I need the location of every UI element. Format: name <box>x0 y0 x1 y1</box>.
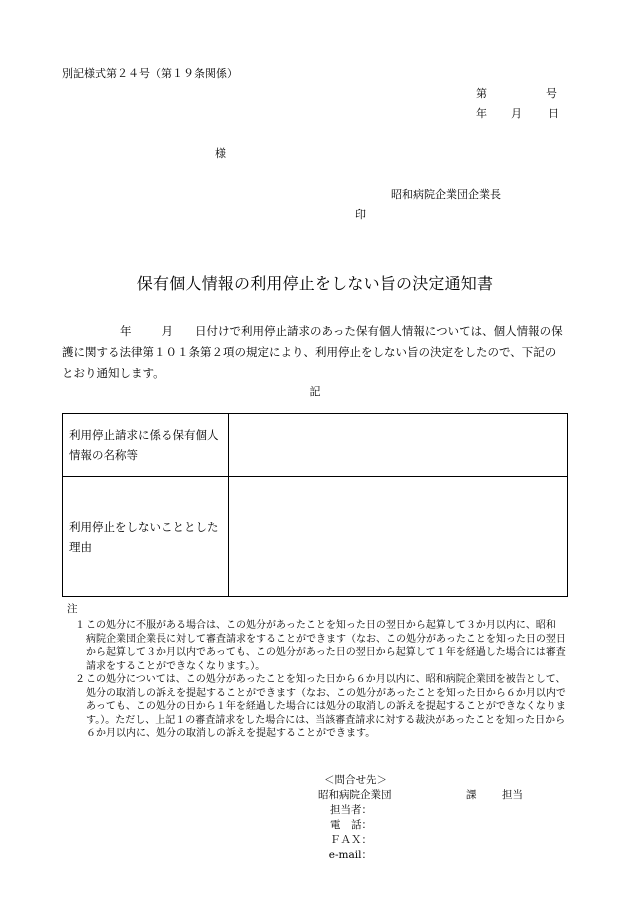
contact-tanto: 担当 <box>502 789 523 801</box>
note-number: ２ <box>75 674 85 685</box>
note-line: 処分の取消しの訴えを提起することができます（なお、この処分があったことを知った日から６か月以内で <box>86 687 566 699</box>
date-month: 月 <box>511 107 522 120</box>
table-row <box>63 414 568 477</box>
note-line: す。）。ただし、上記１の審査請求をした場合には、当該審査請求に対する裁決があったことを知った日から <box>86 714 566 726</box>
addressee: 様 <box>215 147 226 160</box>
body-month: 月 <box>161 324 173 338</box>
contact-email-row <box>318 848 558 863</box>
body-line-1 <box>62 321 572 342</box>
contact-org: 昭和病院企業団 <box>318 789 392 801</box>
row-value-reason <box>229 477 568 597</box>
form-label: 別記様式第２４号（第１９条関係） <box>62 67 238 80</box>
contact-email-label: e-mail： <box>328 849 372 861</box>
contact-dept: 課 <box>466 789 477 801</box>
row1-label-line1: 利用停止請求に係る保有個人 <box>69 428 219 442</box>
note-item-1 <box>67 619 577 673</box>
notes-heading: 注 <box>67 603 78 615</box>
note-line: この処分については、この処分があったことを知った日から６か月以内に、昭和病院企業団を被告として、 <box>86 674 566 685</box>
note-line: あっても、この処分の日から１年を経過した場合には処分の取消しの訴えを提起することができなくなりま <box>86 701 566 712</box>
row2-label-line2: 理由 <box>69 539 92 554</box>
body-line-2: 護に関する法律第１０１条第２項の規定により、利用停止をしない旨の決定をしたので、下記の <box>62 345 557 359</box>
row1-label-line2: 情報の名称等 <box>69 448 138 462</box>
seal-mark: 印 <box>355 208 366 221</box>
row-value-information-name <box>229 414 568 477</box>
note-line: から起算して３か月以内であっても、この処分があった日の翌日から起算して１年を経過した場合には審査 <box>86 647 566 658</box>
note-line: 請求をすることができなくなります。）。 <box>86 660 266 672</box>
doc-number-prefix: 第 <box>476 87 487 100</box>
detail-table <box>62 413 568 597</box>
date-day: 日 <box>548 107 559 120</box>
contact-block <box>318 773 558 863</box>
contact-person-label: 担当者： <box>330 804 372 816</box>
contact-fax-label: ＦＡＸ： <box>330 834 372 846</box>
doc-number-suffix: 号 <box>546 87 557 100</box>
contact-phone-label: 電 話： <box>330 819 372 831</box>
notes-list <box>67 619 577 741</box>
ki-heading: 記 <box>309 385 321 398</box>
note-line: ６か月以内に、処分の取消しの訴えを提起することができます。 <box>86 728 376 739</box>
note-item-2 <box>67 673 577 741</box>
contact-heading: ＜問合せ先＞ <box>324 774 387 786</box>
document-title: 保有個人情報の利用停止をしない旨の決定通知書 <box>136 274 494 293</box>
note-line: 病院企業団企業長に対して審査請求をすることができます（なお、この処分があったことを知った日の翌日 <box>86 633 566 645</box>
note-number: １ <box>75 620 85 631</box>
issuer-name: 昭和病院企業団企業長 <box>391 188 501 201</box>
row2-label-line1: 利用停止をしないこととした <box>69 519 219 534</box>
body-line-3: とおり通知します。 <box>62 366 165 380</box>
table-row <box>63 477 568 597</box>
body-year: 年 <box>120 324 132 338</box>
contact-fax-row <box>318 833 558 848</box>
date-year: 年 <box>476 107 487 120</box>
contact-person-row <box>318 803 558 818</box>
row-label-reason <box>63 477 229 597</box>
notice-body <box>62 321 572 384</box>
contact-org-row <box>318 788 558 803</box>
body-line-1-text: 日付けで利用停止請求のあった保有個人情報については、個人情報の保 <box>195 324 563 338</box>
row-label-information-name <box>63 414 229 477</box>
note-line: この処分に不服がある場合は、この処分があったことを知った日の翌日から起算して３か月以内に、昭和 <box>86 620 556 631</box>
contact-phone-row <box>318 818 558 833</box>
